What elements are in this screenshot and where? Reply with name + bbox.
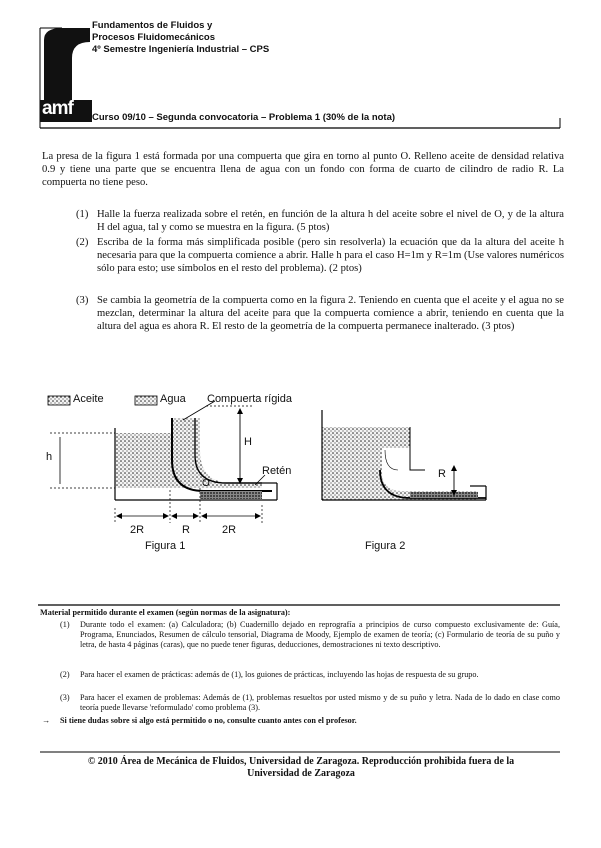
dim-2R-right: 2R (222, 524, 237, 536)
item-number: (2) (76, 237, 89, 248)
materials-item-1 (60, 620, 560, 650)
O-label: O (202, 478, 210, 489)
problem-item-3 (76, 294, 564, 334)
problem-intro: La presa de la figura 1 está formada por una compuerta que gira en torno al punto O. Relleno aceite de densidad relativa 0.9 y tiene una parte que se encuentra llena de agua con un fondo con forma de cuarto de cilindro de radio R. La compuerta no tiene peso. (42, 151, 564, 189)
figure-1 (48, 396, 277, 523)
item-text: Para hacer el examen de problemas: Además de (1), problemas resueltos por usted mismo y de su puño y letra. Nada de lo dado en clase como teoría puede llevarse 'reformulado' como problema (3). (80, 693, 560, 712)
materials-item-3 (60, 693, 560, 713)
item-text: Se cambia la geometría de la compuerta como en la figura 2. Teniendo en cuenta que el aceite y el agua no se mezclan, determinar la altura del aceite para que la compuerta comience a abrir, teniendo en cuenta que la altura del agua es ahora R. El resto de la geometría de la compuerta permanece inalterado. (3 ptos) (97, 295, 564, 333)
legend-oil-swatch (48, 396, 70, 405)
item-number: (3) (60, 693, 70, 702)
item-text: Escriba de la forma más simplificada posible (pero sin resolverla) la ecuación que da la altura del aceite h necesaria para que la compuerta comience a abrir. Halle h para el caso H=1m y R=1m (Use valores numéricos sólo para esto; use símbolos en el resto del problema). (2 ptos) (97, 237, 564, 275)
problem-item-1 (76, 208, 564, 234)
copyright-line-1: © 2010 Área de Mecánica de Fluidos, Universidad de Zaragoza. Reproducción prohibida fuera de la (87, 756, 515, 767)
figure-2 (322, 410, 486, 500)
gate-label: Compuerta rígida (207, 393, 292, 405)
course-title: Curso 09/10 – Segunda convocatoria – Problema 1 (30% de la nota) (92, 112, 396, 123)
item-text: Halle la fuerza realizada sobre el retén, en función de la altura h del aceite sobre el nivel de O, y de la altura H del agua, tal y como se muestra en la figura. (5 ptos) (97, 209, 564, 234)
legend-oil-label: Aceite (73, 393, 104, 405)
item-number: (1) (60, 620, 70, 629)
logo-text: amf (42, 98, 73, 119)
legend-water-label: Agua (160, 393, 186, 405)
materials-title: Material permitido durante el examen (según normas de la asignatura): (40, 608, 291, 617)
item-number: (3) (76, 295, 89, 306)
item-text: Para hacer el examen de prácticas: además de (1), los guiones de prácticas, incluyendo las hojas de respuesta de su grupo. (80, 670, 479, 679)
materials-note-arrow: → (42, 716, 51, 725)
H-label: H (244, 436, 252, 448)
copyright-line-2: Universidad de Zaragoza (247, 768, 355, 779)
item-number: (2) (60, 670, 70, 679)
fig2-oil-region (322, 427, 478, 500)
h-label: h (46, 451, 53, 463)
figure-1-caption: Figura 1 (145, 540, 186, 552)
fig2-R-label: R (438, 468, 446, 480)
item-number: (1) (76, 209, 89, 220)
materials-item-2 (60, 670, 560, 680)
dim-R: R (182, 524, 190, 536)
figure-2-caption: Figura 2 (365, 540, 406, 552)
header-line-3: 4º Semestre Ingeniería Industrial – CPS (92, 44, 270, 55)
header-line-2: Procesos Fluidomecánicos (92, 32, 216, 43)
problem-item-2 (76, 236, 564, 276)
header-line-1: Fundamentos de Fluidos y (92, 20, 213, 31)
dim-2R-left: 2R (130, 524, 145, 536)
seal-label: Retén (262, 465, 292, 477)
legend-water-swatch (135, 396, 157, 405)
item-text: Durante todo el examen: (a) Calculadora; (b) Cuadernillo dejado en reprografía a principios de curso compuesto exclusivamente de: Guía, Programa, Enunciados, Resumen de cálculo tensorial, Diagrama de Moody, Ejemplo de examen de teoría; (c) Formulario de teoría de su puño y letra, de hasta 4 páginas (caras), que no puede tener figuras, deducciones, demostraciones ni texto descriptivo. (80, 620, 560, 649)
materials-note: Si tiene dudas sobre si algo está permitido o no, consulte cuanto antes con el profesor. (60, 716, 357, 725)
